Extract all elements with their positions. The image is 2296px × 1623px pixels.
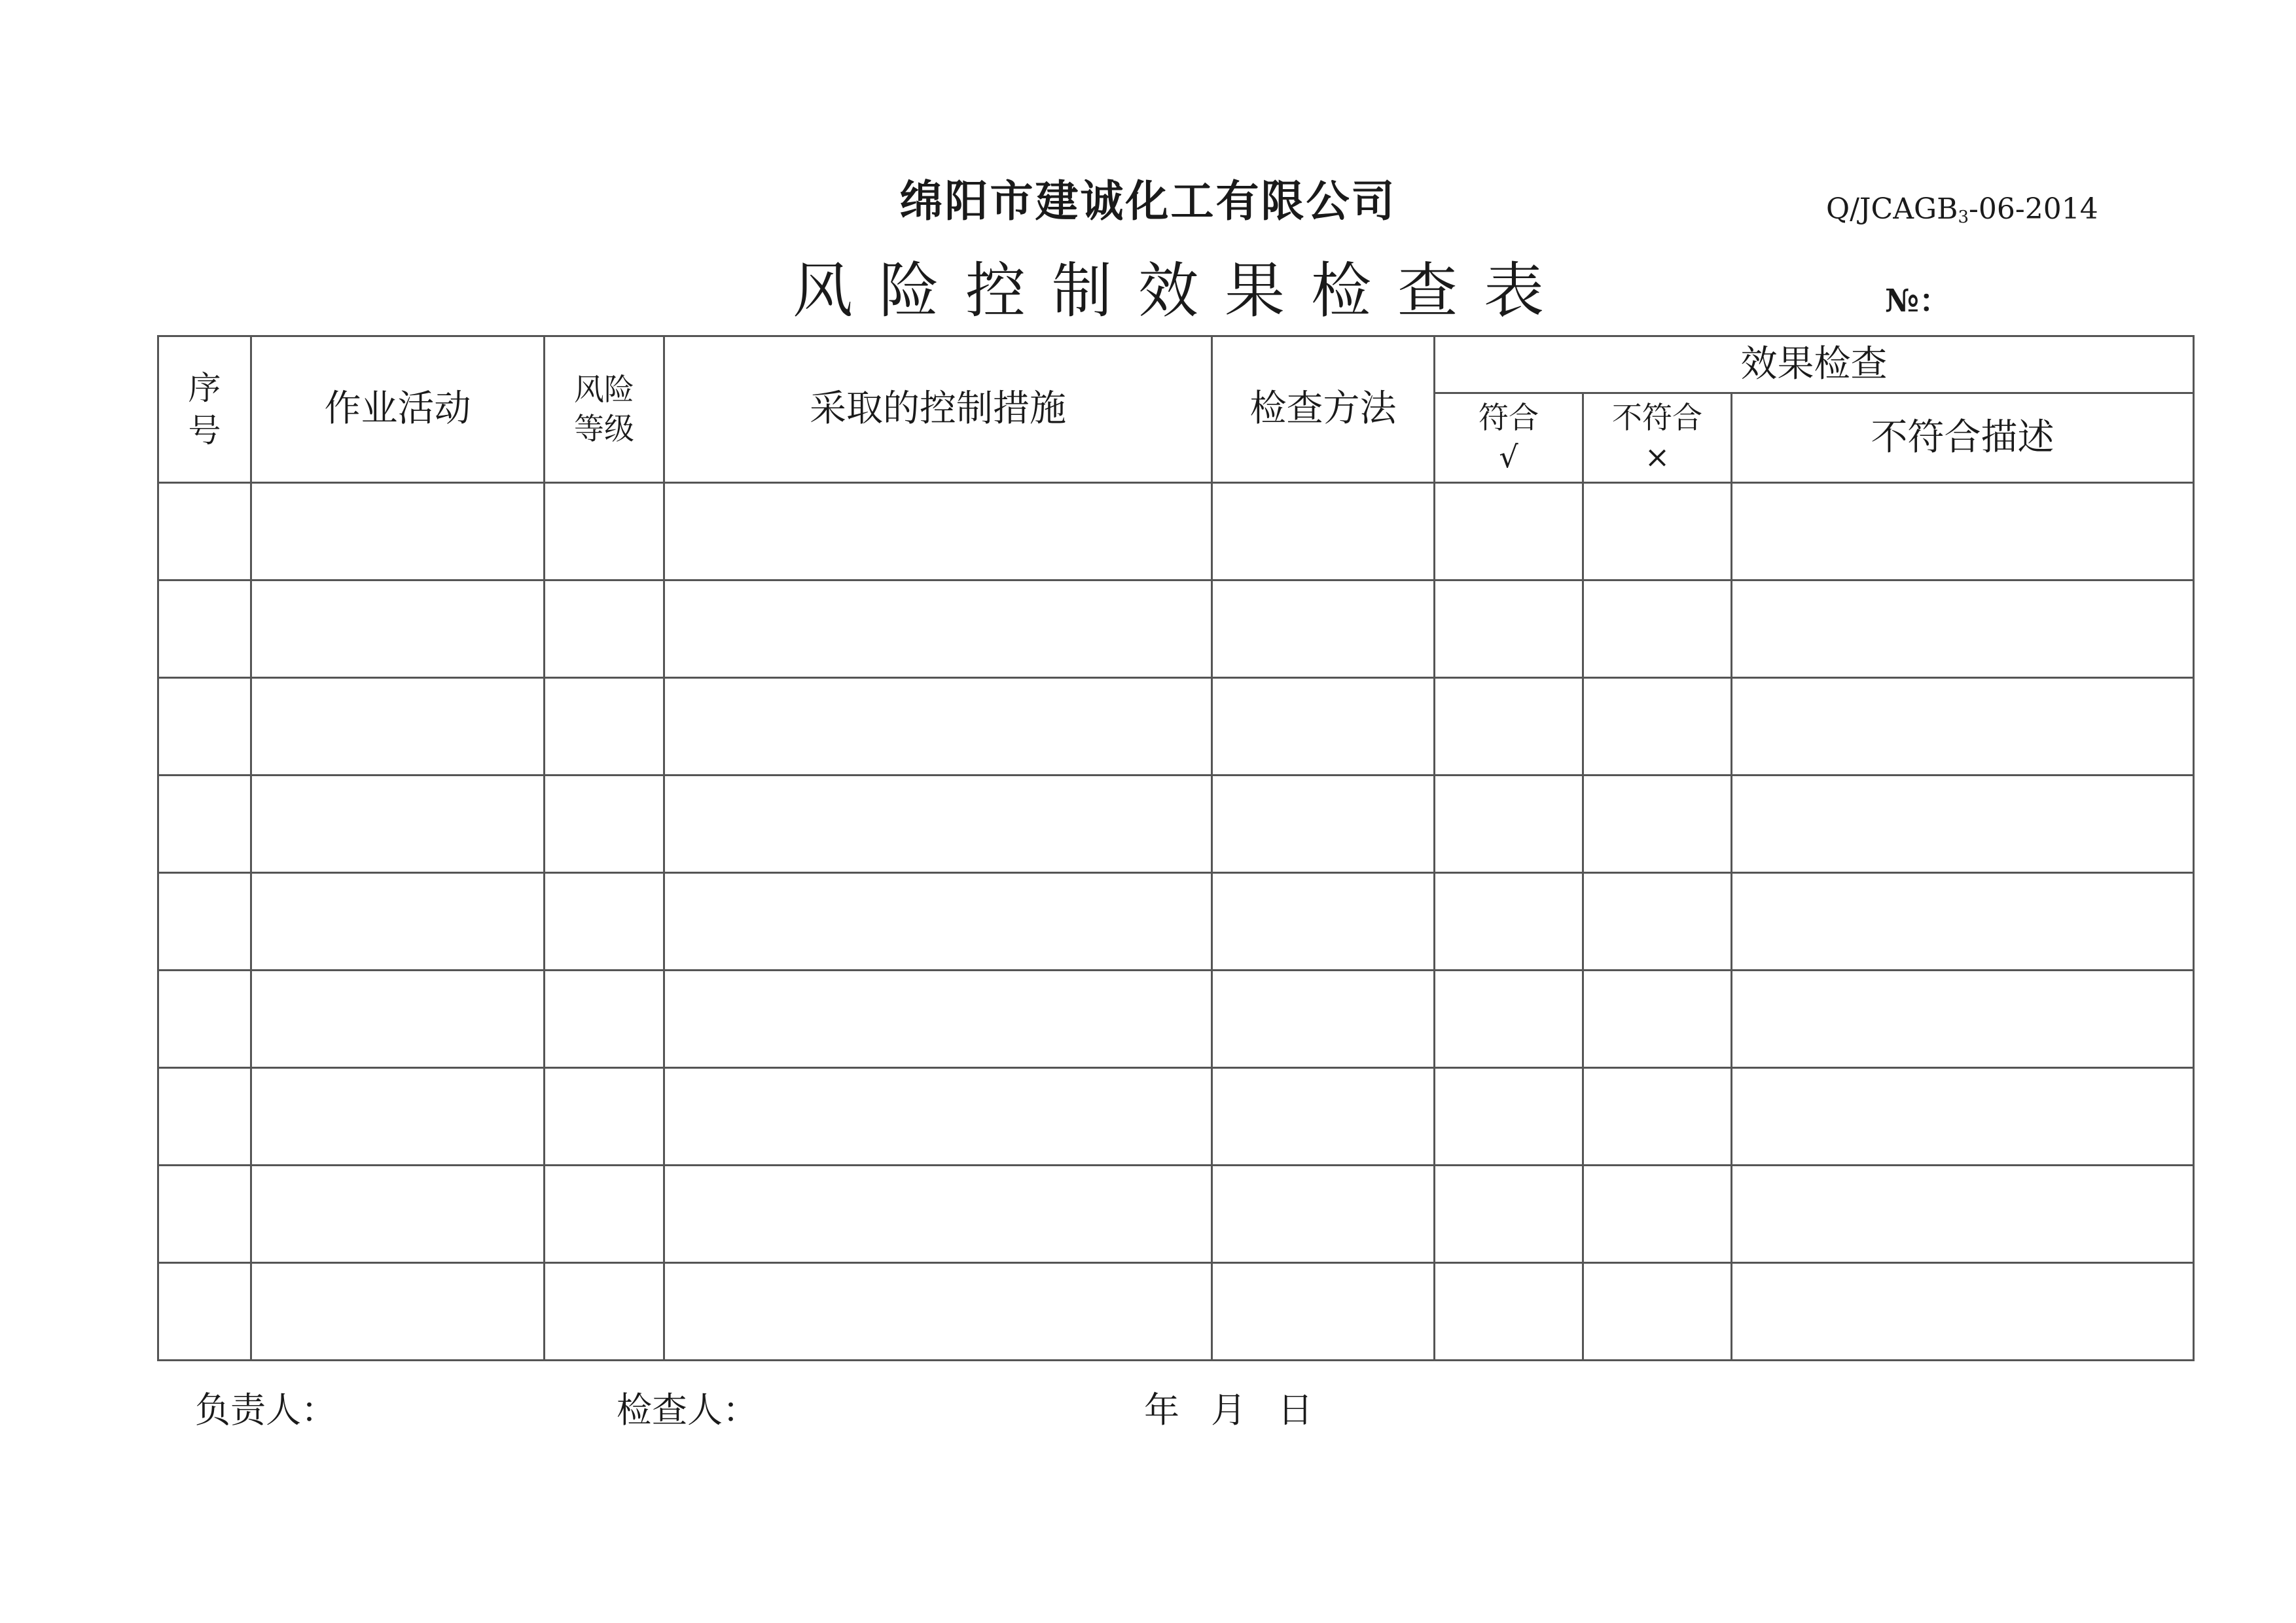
table-row bbox=[158, 678, 2194, 776]
column-header-nonconform-description: 不符合描述 bbox=[1732, 393, 2194, 483]
column-header-risk-level bbox=[545, 336, 664, 483]
column-header-conform bbox=[1435, 393, 1583, 483]
table-row bbox=[158, 971, 2194, 1068]
table-row bbox=[158, 1263, 2194, 1361]
column-header-inspection-method: 检查方法 bbox=[1212, 336, 1435, 483]
form-title: 风险控制效果检查表 bbox=[792, 256, 1570, 326]
column-header-activity: 作业活动 bbox=[251, 336, 545, 483]
control-measures-cell[interactable] bbox=[664, 483, 1212, 580]
inspection-method-cell[interactable] bbox=[1212, 483, 1435, 580]
control-measures-cell[interactable] bbox=[664, 1166, 1212, 1263]
inspection-method-cell[interactable] bbox=[1212, 776, 1435, 873]
nonconform-cell[interactable] bbox=[1583, 1166, 1732, 1263]
risk-level-cell[interactable] bbox=[545, 1166, 664, 1263]
responsible-person-label: 负责人： bbox=[195, 1389, 336, 1431]
date-line bbox=[1144, 1384, 1344, 1436]
risk-level-cell[interactable] bbox=[545, 483, 664, 580]
day-label: 日 bbox=[1278, 1389, 1314, 1431]
conform-cell[interactable] bbox=[1435, 1068, 1583, 1166]
activity-cell[interactable] bbox=[251, 1263, 545, 1361]
activity-cell[interactable] bbox=[251, 1068, 545, 1166]
risk-level-cell[interactable] bbox=[545, 678, 664, 776]
nonconform-description-cell[interactable] bbox=[1732, 776, 2194, 873]
table-row bbox=[158, 1166, 2194, 1263]
inspection-method-cell[interactable] bbox=[1212, 1068, 1435, 1166]
seq-cell[interactable] bbox=[158, 483, 251, 580]
column-header-nonconform bbox=[1583, 393, 1732, 483]
document-code-suffix: -06-2014 bbox=[1969, 192, 2098, 226]
nonconform-description-cell[interactable] bbox=[1732, 1068, 2194, 1166]
seq-cell[interactable] bbox=[158, 1166, 251, 1263]
table-row bbox=[158, 873, 2194, 971]
inspection-method-cell[interactable] bbox=[1212, 971, 1435, 1068]
activity-cell[interactable] bbox=[251, 483, 545, 580]
nonconform-header-label: 不符合 bbox=[1612, 400, 1702, 436]
activity-cell[interactable] bbox=[251, 678, 545, 776]
control-measures-cell[interactable] bbox=[664, 971, 1212, 1068]
table-header-row-1 bbox=[158, 336, 2194, 393]
seq-cell[interactable] bbox=[158, 678, 251, 776]
risk-level-cell[interactable] bbox=[545, 1263, 664, 1361]
inspection-method-cell[interactable] bbox=[1212, 1263, 1435, 1361]
nonconform-description-cell[interactable] bbox=[1732, 580, 2194, 678]
document-code bbox=[1826, 190, 2098, 237]
form-number-label: №： bbox=[1885, 283, 1951, 319]
nonconform-cell[interactable] bbox=[1583, 873, 1732, 971]
control-measures-cell[interactable] bbox=[664, 1068, 1212, 1166]
activity-cell[interactable] bbox=[251, 1166, 545, 1263]
inspection-method-cell[interactable] bbox=[1212, 873, 1435, 971]
column-header-control-measures: 采取的控制措施 bbox=[664, 336, 1212, 483]
inspector-label: 检查人： bbox=[617, 1389, 758, 1431]
conform-cell[interactable] bbox=[1435, 483, 1583, 580]
column-group-effect-check: 效果检查 bbox=[1435, 336, 2194, 393]
inspection-method-cell[interactable] bbox=[1212, 678, 1435, 776]
year-label: 年 bbox=[1144, 1389, 1181, 1431]
risk-level-cell[interactable] bbox=[545, 1068, 664, 1166]
seq-cell[interactable] bbox=[158, 873, 251, 971]
seq-cell[interactable] bbox=[158, 580, 251, 678]
conform-cell[interactable] bbox=[1435, 873, 1583, 971]
conform-cell[interactable] bbox=[1435, 678, 1583, 776]
seq-cell[interactable] bbox=[158, 971, 251, 1068]
conform-header-label: 符合 bbox=[1479, 400, 1539, 436]
nonconform-description-cell[interactable] bbox=[1732, 971, 2194, 1068]
nonconform-cell[interactable] bbox=[1583, 776, 1732, 873]
nonconform-description-cell[interactable] bbox=[1732, 873, 2194, 971]
activity-cell[interactable] bbox=[251, 873, 545, 971]
cross-mark-icon: × bbox=[1644, 439, 1670, 474]
month-label: 月 bbox=[1211, 1389, 1247, 1431]
nonconform-cell[interactable] bbox=[1583, 1263, 1732, 1361]
control-measures-cell[interactable] bbox=[664, 776, 1212, 873]
table-row bbox=[158, 1068, 2194, 1166]
company-name: 绵阳市建诚化工有限公司 bbox=[899, 175, 1397, 226]
table-row bbox=[158, 776, 2194, 873]
risk-header-line-1: 风险 bbox=[574, 371, 634, 407]
seq-header-line-1: 序 bbox=[188, 368, 221, 407]
nonconform-cell[interactable] bbox=[1583, 971, 1732, 1068]
conform-cell[interactable] bbox=[1435, 776, 1583, 873]
risk-level-cell[interactable] bbox=[545, 776, 664, 873]
nonconform-description-cell[interactable] bbox=[1732, 1263, 2194, 1361]
nonconform-cell[interactable] bbox=[1583, 1068, 1732, 1166]
seq-header-line-2: 号 bbox=[188, 411, 221, 450]
table-row bbox=[158, 483, 2194, 580]
document-code-prefix: Q/JCAGB bbox=[1826, 192, 1958, 226]
column-header-seq bbox=[158, 336, 251, 483]
seq-cell[interactable] bbox=[158, 1263, 251, 1361]
risk-level-cell[interactable] bbox=[545, 873, 664, 971]
risk-header-line-2: 等级 bbox=[574, 410, 634, 446]
nonconform-description-cell[interactable] bbox=[1732, 678, 2194, 776]
nonconform-description-cell[interactable] bbox=[1732, 1166, 2194, 1263]
conform-cell[interactable] bbox=[1435, 1263, 1583, 1361]
risk-level-cell[interactable] bbox=[545, 580, 664, 678]
nonconform-cell[interactable] bbox=[1583, 580, 1732, 678]
table-row bbox=[158, 580, 2194, 678]
control-measures-cell[interactable] bbox=[664, 1263, 1212, 1361]
nonconform-description-cell[interactable] bbox=[1732, 483, 2194, 580]
risk-level-cell[interactable] bbox=[545, 971, 664, 1068]
inspection-table bbox=[157, 335, 2195, 1361]
control-measures-cell[interactable] bbox=[664, 678, 1212, 776]
inspection-method-cell[interactable] bbox=[1212, 580, 1435, 678]
nonconform-cell[interactable] bbox=[1583, 678, 1732, 776]
nonconform-cell[interactable] bbox=[1583, 483, 1732, 580]
seq-cell[interactable] bbox=[158, 1068, 251, 1166]
activity-cell[interactable] bbox=[251, 776, 545, 873]
activity-cell[interactable] bbox=[251, 580, 545, 678]
table-body bbox=[158, 483, 2194, 1361]
conform-cell[interactable] bbox=[1435, 1166, 1583, 1263]
control-measures-cell[interactable] bbox=[664, 580, 1212, 678]
inspection-method-cell[interactable] bbox=[1212, 1166, 1435, 1263]
activity-cell[interactable] bbox=[251, 971, 545, 1068]
control-measures-cell[interactable] bbox=[664, 873, 1212, 971]
conform-cell[interactable] bbox=[1435, 580, 1583, 678]
conform-cell[interactable] bbox=[1435, 971, 1583, 1068]
seq-cell[interactable] bbox=[158, 776, 251, 873]
check-mark-icon: √ bbox=[1499, 439, 1518, 474]
document-code-subscript: 3 bbox=[1958, 207, 1969, 227]
